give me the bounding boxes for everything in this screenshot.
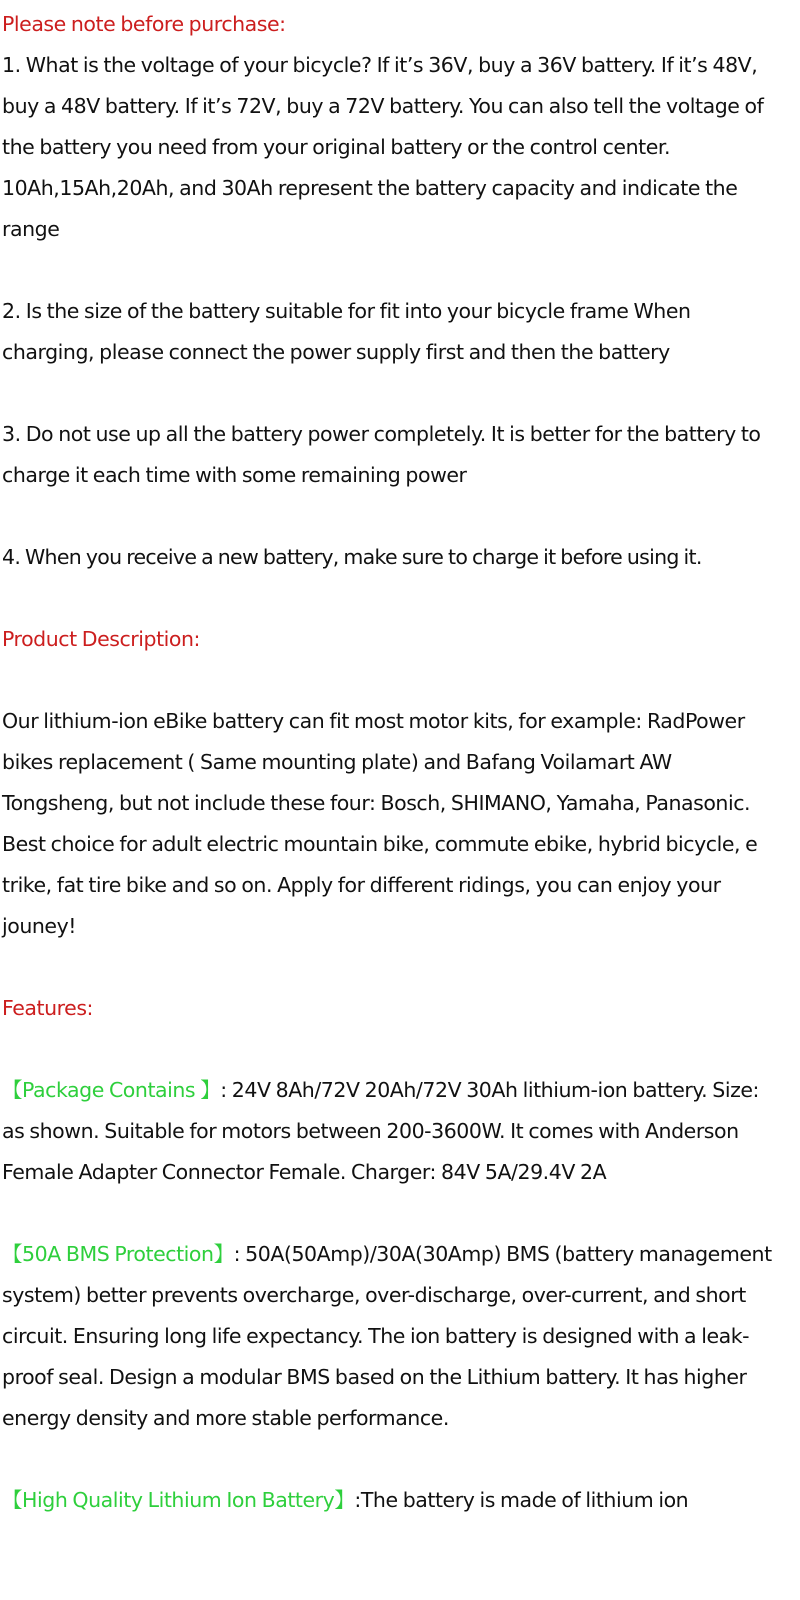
feature-lithium-battery: [2, 1480, 780, 1521]
notice-item-voltage: 1. What is the voltage of your bicycle? If it’s 36V, buy a 36V battery. If it’s 48V, buy a 48V battery. If it’s 72V, buy a 72V battery. You can also tell the voltage of the battery you need from your original battery or the control center. 10Ah,15Ah,20Ah, and 30Ah represent the battery capacity and indicate the range: [2, 53, 764, 241]
feature-label: 【Package Contains 】: [2, 1078, 221, 1102]
notice-item-power: 3. Do not use up all the battery power completely. It is better for the battery to charge it each time with some remaining power: [2, 422, 761, 487]
spacer: [2, 1029, 780, 1070]
feature-text: : 50A(50Amp)/30A(30Amp) BMS (battery management system) better prevents overcharge, over-discharge, over-current, and short circuit. Ensuring long life expectancy. The ion battery is designed with a leak-proof seal. Design a modular BMS based on the Lithium battery. It has higher energy density and more stable performance.: [2, 1242, 772, 1430]
purchase-notice-heading: Please note before purchase:: [2, 12, 286, 36]
notice-item-charge: 4. When you receive a new battery, make sure to charge it before using it.: [2, 545, 702, 569]
feature-package-contains: [2, 1070, 780, 1193]
feature-label: 【50A BMS Protection】: [2, 1242, 234, 1266]
feature-text: :The battery is made of lithium ion: [354, 1488, 689, 1512]
product-description-text: Our lithium-ion eBike battery can fit most motor kits, for example: RadPower bikes replacement ( Same mounting plate) and Bafang Voilamart AW Tongsheng, but not include these four: Bosch, SHIMANO, Yamaha, Panasonic. Best choice for adult electric mountain bike, commute ebike, hybrid bicycle, e trike, fat tire bike and so on. Apply for different ridings, you can enjoy your jouney!: [2, 709, 758, 938]
spacer: [2, 250, 780, 291]
spacer: [2, 947, 780, 988]
spacer: [2, 1193, 780, 1234]
features-heading: Features:: [2, 996, 94, 1020]
spacer: [2, 1439, 780, 1480]
spacer: [2, 578, 780, 619]
feature-label: 【High Quality Lithium Ion Battery】: [2, 1488, 355, 1512]
feature-text: : 24V 8Ah/72V 20Ah/72V 30Ah lithium-ion battery. Size: as shown. Suitable for motors between 200-3600W. It comes with Anderson Female Adapter Connector Female. Charger: 84V 5A/29.4V 2A: [2, 1078, 760, 1184]
spacer: [2, 373, 780, 414]
notice-item-size: 2. Is the size of the battery suitable for fit into your bicycle frame When charging, please connect the power supply first and then the battery: [2, 299, 691, 364]
feature-bms-protection: [2, 1234, 780, 1439]
spacer: [2, 660, 780, 701]
spacer: [2, 496, 780, 537]
product-description-heading: Product Description:: [2, 627, 201, 651]
